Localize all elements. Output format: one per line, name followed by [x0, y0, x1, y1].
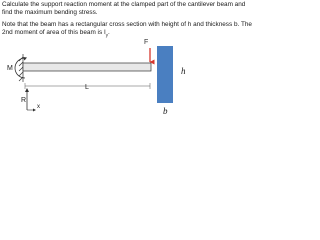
cross-section-rectangle: [157, 46, 173, 103]
reaction-label: R: [21, 97, 27, 104]
beam: [23, 63, 151, 71]
thickness-label: b: [163, 106, 168, 116]
height-label: h: [181, 66, 186, 76]
x-axis-arrow-head-icon: [33, 109, 36, 112]
problem-line-3: Note that the beam has a rectangular cross section with height of h and thickness b. The: [2, 21, 252, 28]
reaction-arrow-head-icon: [25, 88, 29, 92]
second-moment-subscript: y: [105, 32, 108, 38]
moment-arrow-icon: [23, 57, 27, 61]
cantilever-diagram: [0, 0, 200, 121]
length-label: L: [85, 84, 89, 91]
problem-line-1: Calculate the support reaction moment at the clamped part of the cantilever beam and: [2, 1, 246, 8]
moment-label: M: [7, 65, 13, 72]
x-axis-label: x: [37, 104, 40, 110]
problem-line-2: find the maximum bending stress.: [2, 9, 98, 16]
problem-line-4-end: .: [107, 29, 110, 36]
force-label: F: [144, 39, 149, 46]
problem-line-4-text: 2nd moment of area of this beam is I: [2, 29, 106, 36]
